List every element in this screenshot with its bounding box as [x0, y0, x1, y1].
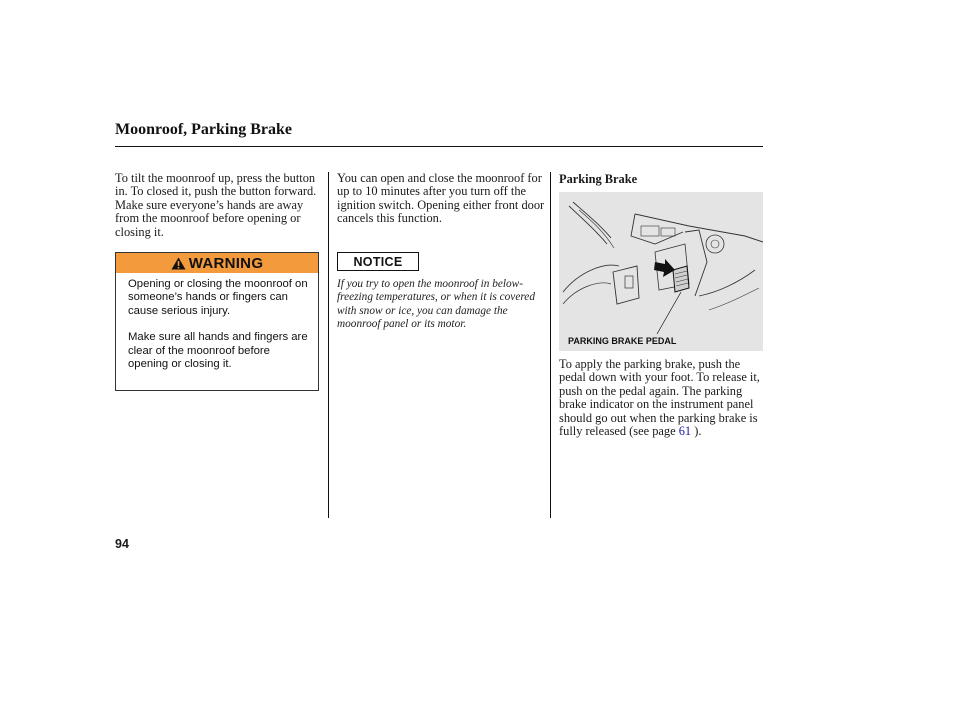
parking-brake-heading: Parking Brake — [559, 172, 638, 186]
warning-paragraph-2: Make sure all hands and fingers are clear of the moonroof before opening or closing it. — [128, 331, 308, 371]
warning-box — [115, 252, 319, 391]
column-divider-2 — [550, 172, 551, 518]
page-title: Moonroof, Parking Brake — [115, 121, 293, 138]
warning-paragraph-1: Opening or closing the moonroof on someone’s hands or fingers can cause serious injury. — [128, 278, 308, 317]
parking-brake-illustration — [559, 192, 763, 351]
moonroof-tilt-paragraph: To tilt the moonroof up, press the button in. To closed it, push the button forward. Make sure everyone’s hands are away from the moonroof before opening or closing it. — [115, 171, 317, 239]
warning-label: WARNING — [188, 254, 264, 272]
header-rule — [115, 146, 763, 147]
warning-label-wrap — [171, 255, 264, 272]
parking-brake-text-end: ). — [691, 424, 702, 439]
page-reference-link[interactable]: 61 — [678, 424, 692, 439]
parking-brake-text: To apply the parking brake, push the pedal down with your foot. To release it, push on the pedal again. The parking brake indicator on the instrument panel should go out when the parking brake is fully released (see page — [559, 357, 760, 439]
parking-brake-figure — [559, 192, 763, 351]
warning-header — [116, 253, 318, 273]
column-divider-1 — [328, 172, 329, 518]
moonroof-timer-paragraph: You can open and close the moonroof for up to 10 minutes after you turn off the ignition switch. Opening either front door cancels this function. — [337, 171, 545, 226]
warning-body — [116, 273, 318, 371]
notice-box — [337, 252, 419, 271]
warning-triangle-icon — [171, 257, 186, 270]
notice-label: NOTICE — [353, 254, 403, 269]
figure-caption: PARKING BRAKE PEDAL — [568, 336, 677, 346]
parking-brake-paragraph — [559, 358, 765, 438]
notice-text: If you try to open the moonroof in below-freezing temperatures, or when it is covered with snow or ice, you can damage the moonroof panel or its motor. — [337, 278, 535, 331]
page-number: 94 — [115, 537, 129, 551]
